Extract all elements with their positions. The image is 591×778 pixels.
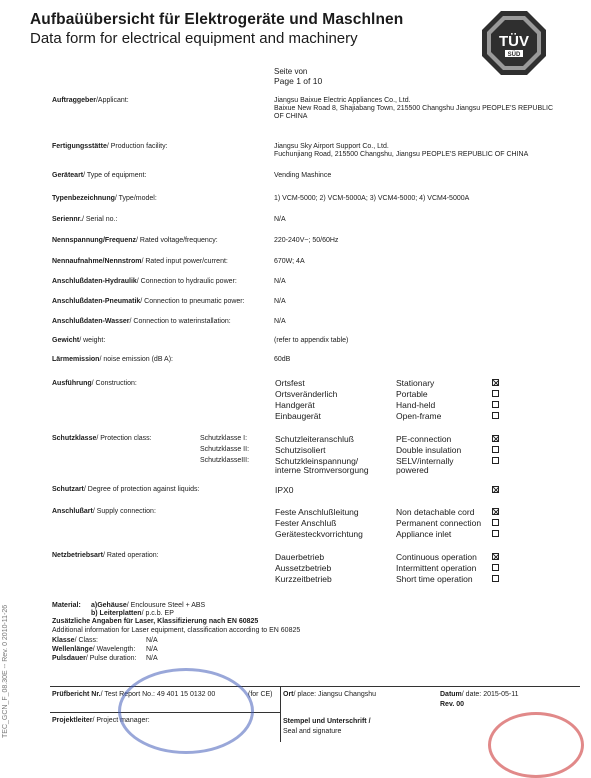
field-label: Anschlußdaten-Hydraulik/ Connection to hydraulic power: (52, 278, 237, 285)
form-reference: TEC_GCN_F_08.30E -- Rev. 0 2010-11-26 (2, 604, 9, 738)
option-german-line2: interne Stromversorgung (275, 465, 369, 475)
report-number: Prüfbericht Nr./ Test Report No.: 49 401 15 0132 00 (52, 691, 216, 698)
field-value: 670W; 4A (274, 258, 305, 265)
field-value: N/A (274, 298, 286, 305)
material-pcb: b) Leiterplatten/ p.c.b. EP (91, 610, 174, 617)
laser-row-label: Klasse/ Class: (52, 637, 98, 644)
laser-heading-en: Additional information for Laser equipment, classification according to EN 60825 (52, 627, 301, 634)
option-german: Einbaugerät (275, 411, 321, 421)
field-label: Gewicht/ weight: (52, 337, 106, 344)
field-label: Nennspannung/Frequenz/ Rated voltage/frequency: (52, 237, 218, 244)
field-label: Typenbezeichnung/ Type/model: (52, 195, 157, 202)
place: Ort/ place: Jiangsu Changshu (283, 691, 377, 698)
option-english: Permanent connection (396, 518, 482, 528)
option-english: Open-frame (396, 411, 442, 421)
option-german: Schutzleiteranschluß (275, 434, 354, 444)
option-german: Schutzkleinspannung/ (275, 456, 359, 466)
field-label: Seriennr./ Serial no.: (52, 216, 118, 223)
field-value: 60dB (274, 356, 291, 363)
field-label: Anschlußdaten-Wasser/ Connection to waterinstallation: (52, 318, 231, 325)
option-checkbox[interactable] (492, 553, 499, 560)
option-english: Non detachable cord (396, 507, 475, 517)
page-number: Page 1 of 10 (274, 76, 323, 86)
option-german: Fester Anschluß (275, 518, 337, 528)
field-value: Jiangsu Sky Airport Support Co., Ltd. (274, 143, 389, 150)
revision: Rev. 00 (440, 701, 464, 708)
option-german: Gerätesteckvorrichtung (275, 529, 363, 539)
option-german: Handgerät (275, 400, 315, 410)
option-german: Kurzzeitbetrieb (275, 574, 332, 584)
protection-degree-label: Schutzart/ Degree of protection against liquids: (52, 486, 200, 493)
option-checkbox[interactable] (492, 401, 499, 408)
option-english: Portable (396, 389, 428, 399)
option-english: Stationary (396, 378, 435, 388)
option-checkbox[interactable] (492, 457, 499, 464)
option-german: Aussetzbetrieb (275, 563, 332, 573)
field-label: Fertigungsstätte/ Production facility: (52, 143, 168, 150)
protection-class-name: SchutzklasseIII: (200, 457, 250, 464)
seal-signature-en: Seal and signature (283, 728, 342, 735)
field-value-line3: OF CHINA (274, 113, 308, 120)
field-value: N/A (274, 278, 286, 285)
field-value: Vending Mashince (274, 172, 332, 179)
supply-label: Anschlußart/ Supply connection: (52, 508, 156, 515)
laser-row-label: Wellenlänge/ Wavelength: (52, 646, 136, 653)
option-german: Dauerbetrieb (275, 552, 325, 562)
svg-text:SÜD: SÜD (507, 52, 521, 58)
option-german: Schutzisoliert (275, 445, 326, 455)
option-english: Hand-held (396, 400, 436, 410)
laser-row-value: N/A (146, 637, 158, 644)
option-checkbox[interactable] (492, 530, 499, 537)
seal-signature-de: Stempel und Unterschrift / (283, 718, 371, 725)
laser-row-value: N/A (146, 655, 158, 662)
option-german: Feste Anschlußleitung (275, 507, 359, 517)
protection-degree-checkbox[interactable] (492, 486, 499, 493)
protection-class-name: Schutzklasse II: (200, 446, 250, 453)
option-checkbox[interactable] (492, 519, 499, 526)
option-checkbox[interactable] (492, 379, 499, 386)
blue-stamp (118, 668, 254, 754)
option-checkbox[interactable] (492, 390, 499, 397)
option-german: Ortsfest (275, 378, 305, 388)
for-ce-label: (for CE) (248, 691, 273, 698)
svg-text:TÜV: TÜV (499, 33, 529, 50)
footer-divider-vertical (280, 686, 281, 742)
field-value: N/A (274, 216, 286, 223)
protection-degree-value: IPX0 (275, 485, 294, 495)
project-manager: Projektleiter/ Project manager: (52, 717, 150, 724)
option-english: Appliance inlet (396, 529, 452, 539)
date: Datum/ date: 2015-05-11 (440, 691, 519, 698)
laser-row-label: Pulsdauer/ Pulse duration: (52, 655, 137, 662)
field-value-line2: Baixue New Road 8, Shajiabang Town, 215500 Changshu Jiangsu PEOPLE'S REPUBLIC (274, 105, 554, 112)
option-checkbox[interactable] (492, 508, 499, 515)
option-checkbox[interactable] (492, 446, 499, 453)
option-checkbox[interactable] (492, 412, 499, 419)
page-label: Seite von (274, 67, 308, 76)
option-english-line2: powered (396, 465, 429, 475)
field-value-line2: Fuchunjiang Road, 215500 Changshu, Jiangsu PEOPLE'S REPUBLIC OF CHINA (274, 151, 529, 158)
field-label: Geräteart/ Type of equipment: (52, 172, 147, 179)
option-english: Continuous operation (396, 552, 477, 562)
option-checkbox[interactable] (492, 435, 499, 442)
field-value: Jiangsu Baixue Electric Appliances Co., Ltd. (274, 97, 411, 104)
field-label: Lärmemission/ noise emission (dB A): (52, 356, 173, 363)
tuv-sud-logo (481, 10, 547, 76)
red-stamp (488, 712, 584, 778)
field-value: 1) VCM-5000; 2) VCM-5000A; 3) VCM4-5000; 4) VCM4-5000A (274, 195, 470, 202)
option-english: PE-connection (396, 434, 452, 444)
option-english: Double insulation (396, 445, 462, 455)
option-checkbox[interactable] (492, 575, 499, 582)
field-label: Anschlußdaten-Pneumatik/ Connection to pneumatic power: (52, 298, 245, 305)
field-value: 220-240V~; 50/60Hz (274, 237, 339, 244)
title-english: Data form for electrical equipment and machinery (30, 30, 358, 47)
option-english: SELV/internally (396, 456, 454, 466)
title-german: Aufbaüübersicht für Elektrogeräte und Maschlnen (30, 11, 404, 28)
field-label: Auftraggeber/Applicant: (52, 97, 129, 104)
construction-label: Ausführung/ Construction: (52, 380, 137, 387)
protection-class-label: Schutzklasse/ Protection class: (52, 435, 152, 442)
material-enclosure: a)Gehäuse/ Enclousure Steel + ABS (91, 602, 206, 609)
option-english: Intermittent operation (396, 563, 477, 573)
option-german: Ortsveränderlich (275, 389, 338, 399)
field-label: Nennaufnahme/Nennstrom/ Rated input power/current: (52, 258, 228, 265)
laser-row-value: N/A (146, 646, 158, 653)
material-label: Material: (52, 602, 81, 609)
option-english: Short time operation (396, 574, 473, 584)
laser-heading-de: Zusätzliche Angaben für Laser, Klassifizierung nach EN 60825 (52, 618, 259, 625)
option-checkbox[interactable] (492, 564, 499, 571)
operation-label: Netzbetriebsart/ Rated operation: (52, 552, 159, 559)
field-value: N/A (274, 318, 286, 325)
field-value: (refer to appendix table) (274, 337, 349, 344)
protection-class-name: Schutzklasse I: (200, 435, 248, 442)
